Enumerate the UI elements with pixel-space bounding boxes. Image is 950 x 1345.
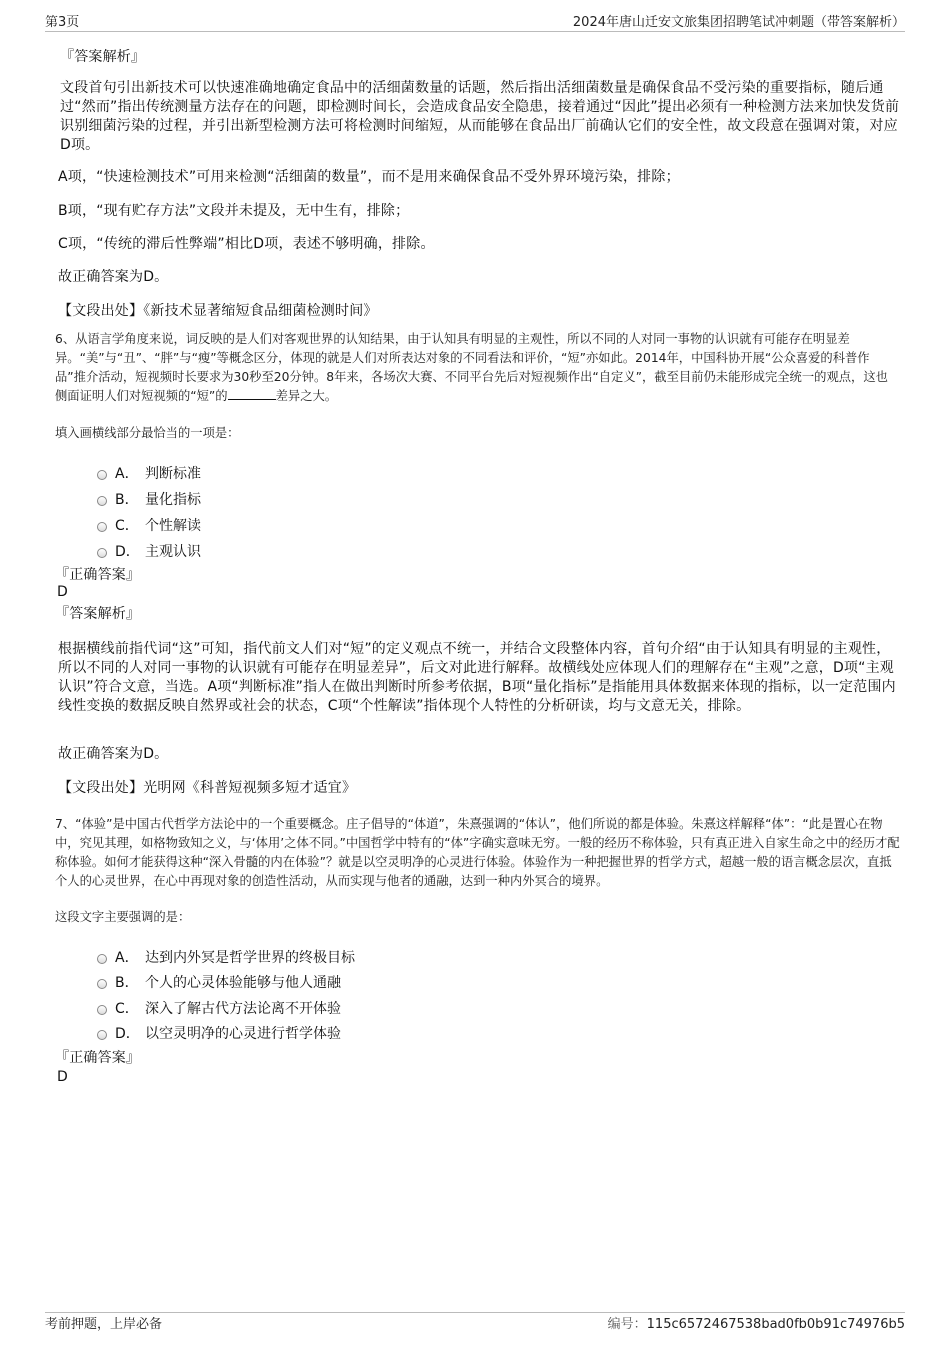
radio-icon[interactable] [97,470,107,480]
q7-option-b[interactable]: B． 个人的心灵体验能够与他人通融 [97,970,355,996]
radio-icon[interactable] [97,522,107,532]
q5-option-a-note: A项，“快速检测技术”可用来检测“活细菌的数量”，而不是用来确保食品不受外界环境污染，排除； [58,169,680,185]
footer-id-value: 115c6572467538bad0fb0b91c74976b5 [646,1317,905,1332]
q7-options [97,944,355,1046]
q7-answer-label: 『正确答案』 [55,1050,141,1066]
q6-stem-text: 6、从语言学角度来说，词反映的是人们对客观世界的认知结果，由于认知具有明显的主观性，所以不同的人对同一事物的认识就有可能存在明显差异。“美”与“丑”、“胖”与“瘦”等概念区分，体现的就是人们对所表达对象的不同看法和评价，“短”亦如此。2014年，中国科协开展“公众喜爱的科普作品”推介活动，短视频时长要求为30秒至20分钟。8年来，各场次大赛、不同平台先后对短视频作出“自定义”，截至目前仍未能形成完全统一的观点，这也侧面证明人们对短视频的“短”的 [55,332,888,403]
footer-id [608,1313,905,1332]
q5-conclusion: 故正确答案为D。 [58,269,169,285]
q6-blank [228,387,276,400]
document-title: 2024年唐山迁安文旅集团招聘笔试冲刺题（带答案解析） [572,15,905,30]
radio-icon[interactable] [97,954,107,964]
q5-option-b-note: B项，“现有贮存方法”文段并未提及，无中生有，排除； [58,203,410,219]
radio-icon[interactable] [97,1005,107,1015]
q7-answer: D [57,1069,68,1085]
q7-option-a[interactable]: A． 达到内外冥是哲学世界的终极目标 [97,944,355,970]
q7-option-d[interactable]: D． 以空灵明净的心灵进行哲学体验 [97,1021,355,1047]
q6-prompt: 填入画横线部分最恰当的一项是： [55,426,240,440]
q6-options [97,460,201,564]
radio-icon[interactable] [97,496,107,506]
q6-analysis-label: 『答案解析』 [55,606,141,622]
q5-source: 【文段出处】《新技术显著缩短食品细菌检测时间》 [58,303,378,319]
q6-option-c[interactable]: C． 个性解读 [97,512,201,538]
q6-option-d[interactable]: D． 主观认识 [97,538,201,564]
radio-icon[interactable] [97,979,107,989]
page-number: 第3页 [45,15,80,30]
q7-stem: 7、“体验”是中国古代哲学方法论中的一个重要概念。庄子倡导的“体道”，朱熹强调的“体认”，他们所说的都是体验。朱熹这样解释“体”：“此是置心在物中，究见其理，如格物致知之义，与‘体用’之体不同。”中国哲学中特有的“体”字确实意味无穷。一般的经历不称体验，只有真正进入自家生命之中的经历才配称体验。如何才能获得这种“深入骨髓的内在体验”？就是以空灵明净的心灵进行体验。体验作为一种把握世界的哲学方式，超越一般的语言概念层次，直抵个人的心灵世界，在心中再现对象的创造性活动，从而实现与他者的通融，达到一种内外冥合的境界。 [55,817,900,888]
q7-option-c[interactable]: C． 深入了解古代方法论离不开体验 [97,995,355,1021]
footer-slogan: 考前押题，上岸必备 [45,1317,163,1332]
q5-analysis: 文段首句引出新技术可以快速准确地确定食品中的活细菌数量的话题，然后指出活细菌数量是确保食品不受污染的重要指标，随后通过“然而”指出传统测量方法存在的问题，即检测时间长，会造成食品安全隐患，接着通过“因此”提出必须有一种检测方法来加快发货前识别细菌污染的过程，并引出新型检测方法可将检测时间缩短，从而能够在食品出厂前确认它们的安全性，故文段意在强调对策，对应D项。 [60,80,900,153]
footer-id-label: 编号： [607,1317,647,1332]
radio-icon[interactable] [97,548,107,558]
q6-option-b[interactable]: B． 量化指标 [97,486,201,512]
q6-stem [55,330,900,406]
q6-conclusion: 故正确答案为D。 [58,746,169,762]
q6-analysis: 根据横线前指代词“这”可知，指代前文人们对“短”的定义观点不统一，并结合文段整体内容，首句介绍“由于认知具有明显的主观性，所以不同的人对同一事物的认识就有可能存在明显差异”，后文对此进行解释。故横线处应体现人们的理解存在“主观”之意，D项“主观认识”符合文意，当选。A项“判断标准”指人在做出判断时所参考依据，B项“量化指标”是指能用具体数据来体现的指标，以一定范围内线性变换的数据反映自然界或社会的状态，C项“个性解读”指体现个人特性的分析研读，均与文意无关，排除。 [58,641,896,714]
radio-icon[interactable] [97,1030,107,1040]
q6-source: 【文段出处】光明网《科普短视频多短才适宜》 [58,780,357,796]
q5-option-c-note: C项，“传统的滞后性弊端”相比D项，表述不够明确，排除。 [58,236,435,252]
q7-prompt: 这段文字主要强调的是： [55,910,191,924]
q6-answer: D [57,584,68,600]
q6-answer-label: 『正确答案』 [55,567,141,583]
q5-analysis-label: 『答案解析』 [60,49,146,65]
q6-option-a[interactable]: A． 判断标准 [97,460,201,486]
q6-stem-end: 差异之大。 [275,389,338,403]
header-divider [45,31,905,32]
